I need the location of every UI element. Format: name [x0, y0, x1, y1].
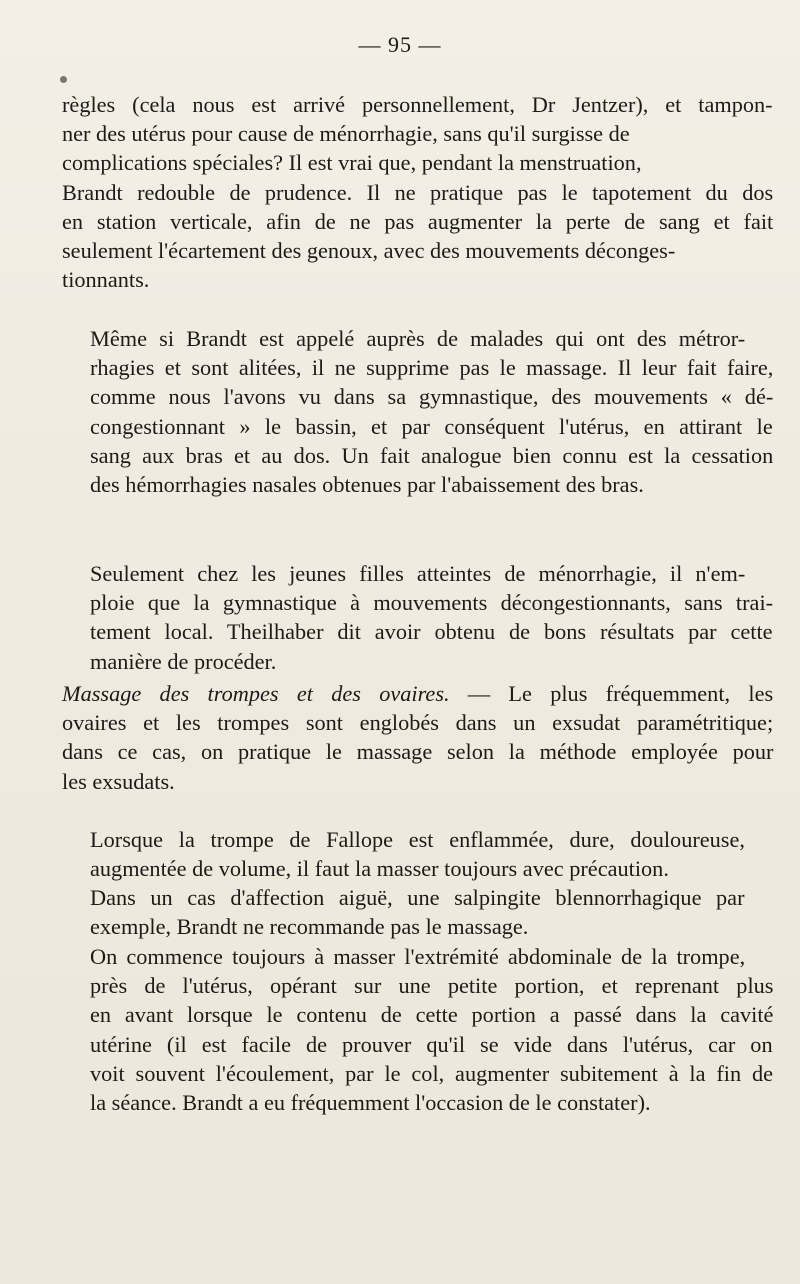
text-line: la séance. Brandt a eu fréquemment l'occasion de le constater). — [90, 1090, 651, 1116]
text-line: Lorsque la trompe de Fallope est enflammée, dure, douloureuse, — [90, 827, 745, 852]
paragraph-technique — [62, 942, 773, 1117]
text-line: comme nous l'avons vu dans sa gymnastique, des mouvements « dé- — [90, 384, 774, 410]
text-line: Seulement chez les jeunes filles atteintes de ménorrhagie, il n'em- — [90, 561, 746, 586]
text-line: les exsudats. — [62, 768, 175, 794]
text-line: des hémorrhagies nasales obtenues par l'abaissement des bras. — [90, 472, 644, 498]
paragraph-menstruation — [62, 90, 773, 294]
page-number: — 95 — — [358, 32, 442, 57]
text-line: sang aux bras et au dos. Un fait analogue bien connu est la cessation — [90, 442, 774, 468]
text-line: règles (cela nous est arrivé personnellement, Dr Jentzer), et tampon- — [62, 92, 773, 117]
text-line: manière de procéder. — [90, 648, 277, 674]
text-line: On commence toujours à masser l'extrémité abdominale de la trompe, — [90, 944, 746, 969]
text-line: ovaires et les trompes sont englobés dans un exsudat paramétritique; — [62, 710, 774, 736]
paragraph-metrorrhagies — [62, 324, 773, 499]
text-line: utérine (il est facile de prouver qu'il se vide dans l'utérus, car on — [90, 1031, 773, 1057]
text-line: augmentée de volume, il faut la masser toujours avec précaution. — [90, 856, 669, 882]
paragraph-section-trompes — [62, 679, 773, 796]
text-line: complications spéciales? Il est vrai que, pendant la menstruation, — [62, 150, 642, 176]
text-line: ploie que la gymnastique à mouvements décongestionnants, sans trai- — [90, 590, 774, 616]
text-line: en station verticale, afin de ne pas augmenter la perte de sang et fait — [62, 208, 774, 234]
text-line: — Le plus fréquemment, les — [449, 681, 774, 706]
text-line: seulement l'écartement des genoux, avec des mouvements déconges- — [62, 238, 676, 264]
text-line: exemple, Brandt ne recommande pas le massage. — [90, 914, 529, 940]
section-heading: Massage des trompes et des ovaires. — [62, 681, 450, 706]
text-line: dans ce cas, on pratique le massage selon la méthode employée pour — [62, 739, 774, 765]
text-line: tionnants. — [62, 267, 150, 293]
text-line: Même si Brandt est appelé auprès de malades qui ont des métror- — [90, 326, 746, 351]
text-line: Brandt redouble de prudence. Il ne pratique pas le tapotement du dos — [62, 179, 774, 205]
text-line: Dans un cas d'affection aiguë, une salpingite blennorrhagique par — [90, 885, 745, 910]
paragraph-fallope — [62, 825, 773, 883]
text-line: ner des utérus pour cause de ménorrhagie, sans qu'il surgisse de — [62, 121, 630, 147]
section-first-line — [62, 679, 773, 708]
text-line: congestionnant » le bassin, et par conséquent l'utérus, en attirant le — [90, 413, 773, 439]
paragraph-jeunes-filles — [62, 559, 773, 676]
text-line: voit souvent l'écoulement, par le col, augmenter subitement à la fin de — [90, 1060, 774, 1086]
text-line: rhagies et sont alitées, il ne supprime pas le massage. Il leur fait faire, — [90, 355, 774, 381]
text-line: tement local. Theilhaber dit avoir obtenu de bons résultats par cette — [90, 619, 773, 645]
paragraph-affection-aigue — [62, 883, 773, 941]
ink-spot — [60, 76, 67, 83]
text-line: en avant lorsque le contenu de cette portion a passé dans la cavité — [90, 1002, 774, 1028]
text-line: près de l'utérus, opérant sur une petite portion, et reprenant plus — [90, 973, 774, 999]
